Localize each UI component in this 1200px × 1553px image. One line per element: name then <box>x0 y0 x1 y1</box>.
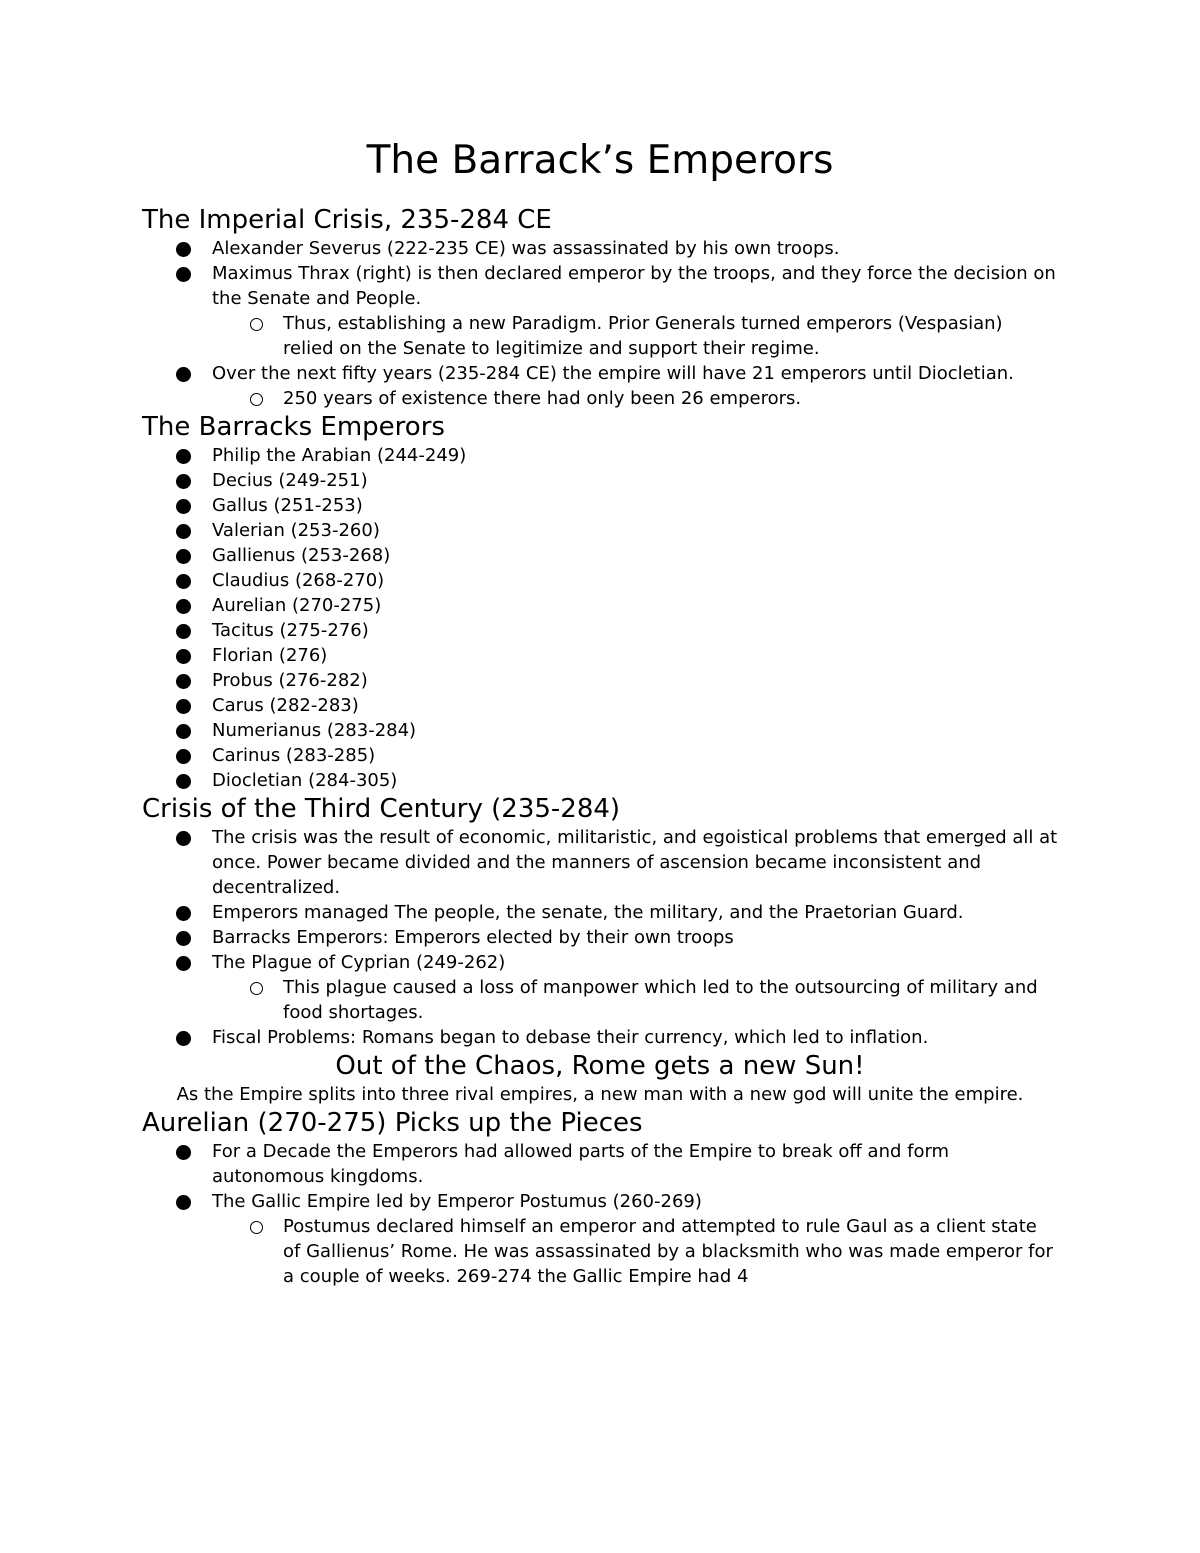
list-item-text: Over the next fifty years (235-284 CE) the empire will have 21 emperors until Diocletian. <box>212 363 1014 384</box>
list-item <box>142 493 1058 518</box>
filled-circle-bullet-icon <box>176 367 191 382</box>
section-heading: Aurelian (270-275) Picks up the Pieces <box>142 1108 643 1138</box>
list-item-text: The Gallic Empire led by Emperor Postumus (260-269) <box>212 1191 702 1212</box>
list-item <box>142 768 1058 793</box>
list-item-text: Carinus (283-285) <box>212 745 376 766</box>
list-item-text: The crisis was the result of economic, militaristic, and egoistical problems that emerged all at once. Power became divided and the manners of ascension became inconsistent and decentralized. <box>212 827 1058 898</box>
list-item-text: Maximus Thrax (right) is then declared emperor by the troops, and they force the decision on the Senate and People. <box>212 263 1056 309</box>
hollow-circle-bullet-icon <box>250 393 263 406</box>
hollow-circle-bullet-icon <box>250 318 263 331</box>
list-item <box>142 468 1058 493</box>
filled-circle-bullet-icon <box>176 649 191 664</box>
section-aurelian <box>142 1107 1200 1289</box>
section-heading: Crisis of the Third Century (235-284) <box>142 794 621 824</box>
list-item <box>142 743 1058 768</box>
list-item <box>142 1189 1058 1214</box>
list-item <box>142 261 1058 311</box>
list-item-text: Diocletian (284-305) <box>212 770 398 791</box>
filled-circle-bullet-icon <box>176 931 191 946</box>
list-item <box>142 1025 1058 1050</box>
filled-circle-bullet-icon <box>176 624 191 639</box>
list-item-text: Aurelian (270-275) <box>212 595 382 616</box>
sections-container <box>142 204 1200 1050</box>
list-item-text: Philip the Arabian (244-249) <box>212 445 467 466</box>
list-item-text: Numerianus (283-284) <box>212 720 417 741</box>
list-item <box>142 236 1058 261</box>
hollow-circle-bullet-icon <box>250 1221 263 1234</box>
list-item-text: Thus, establishing a new Paradigm. Prior Generals turned emperors (Vespasian) relied on the Senate to legitimize and support their regime. <box>283 313 1003 359</box>
filled-circle-bullet-icon <box>176 956 191 971</box>
bullet-list <box>142 825 1200 1050</box>
list-item <box>142 543 1058 568</box>
filled-circle-bullet-icon <box>176 1031 191 1046</box>
filled-circle-bullet-icon <box>176 831 191 846</box>
list-item <box>142 443 1058 468</box>
list-item-text: Decius (249-251) <box>212 470 368 491</box>
filled-circle-bullet-icon <box>176 449 191 464</box>
list-item <box>142 950 1058 975</box>
list-item <box>142 900 1058 925</box>
document-title: The Barrack’s Emperors <box>366 138 834 183</box>
filled-circle-bullet-icon <box>176 599 191 614</box>
centered-heading: Out of the Chaos, Rome gets a new Sun! <box>335 1051 865 1081</box>
list-item <box>142 361 1058 386</box>
list-item <box>142 568 1058 593</box>
filled-circle-bullet-icon <box>176 906 191 921</box>
list-item-text: Emperors managed The people, the senate, the military, and the Praetorian Guard. <box>212 902 964 923</box>
filled-circle-bullet-icon <box>176 549 191 564</box>
filled-circle-bullet-icon <box>176 724 191 739</box>
list-item-text: Carus (282-283) <box>212 695 359 716</box>
list-item <box>142 593 1058 618</box>
list-item <box>142 668 1058 693</box>
list-item-text: For a Decade the Emperors had allowed parts of the Empire to break off and form autonomous kingdoms. <box>212 1141 950 1187</box>
list-item-text: Gallus (251-253) <box>212 495 363 516</box>
list-item-text: Postumus declared himself an emperor and attempted to rule Gaul as a client state of Gallienus’ Rome. He was assassinated by a blacksmith who was made emperor for a couple of weeks. 269-274 the Gallic Empire had 4 <box>283 1216 1053 1287</box>
bullet-list <box>142 1139 1200 1289</box>
section <box>142 411 1200 793</box>
filled-circle-bullet-icon <box>176 499 191 514</box>
list-item <box>142 518 1058 543</box>
sub-list-item <box>142 1214 1058 1289</box>
filled-circle-bullet-icon <box>176 524 191 539</box>
bullet-list <box>142 443 1200 793</box>
filled-circle-bullet-icon <box>176 1195 191 1210</box>
filled-circle-bullet-icon <box>176 1145 191 1160</box>
filled-circle-bullet-icon <box>176 267 191 282</box>
sub-list-item <box>142 311 1058 361</box>
list-item <box>142 825 1058 900</box>
list-item-text: Barracks Emperors: Emperors elected by their own troops <box>212 927 734 948</box>
list-item <box>142 693 1058 718</box>
list-item-text: Alexander Severus (222-235 CE) was assassinated by his own troops. <box>212 238 840 259</box>
sub-list-item <box>142 386 1058 411</box>
filled-circle-bullet-icon <box>176 242 191 257</box>
list-item-text: Probus (276-282) <box>212 670 368 691</box>
filled-circle-bullet-icon <box>176 674 191 689</box>
sub-list-item <box>142 975 1058 1025</box>
list-item-text: This plague caused a loss of manpower which led to the outsourcing of military and food shortages. <box>283 977 1038 1023</box>
filled-circle-bullet-icon <box>176 474 191 489</box>
bullet-list <box>142 236 1200 411</box>
filled-circle-bullet-icon <box>176 774 191 789</box>
hollow-circle-bullet-icon <box>250 982 263 995</box>
filled-circle-bullet-icon <box>176 574 191 589</box>
section <box>142 204 1200 411</box>
filled-circle-bullet-icon <box>176 749 191 764</box>
list-item <box>142 643 1058 668</box>
list-item <box>142 718 1058 743</box>
list-item-text: Fiscal Problems: Romans began to debase their currency, which led to inflation. <box>212 1027 929 1048</box>
section-heading: The Barracks Emperors <box>142 412 445 442</box>
centered-paragraph: As the Empire splits into three rival empires, a new man with a new god will unite the empire. <box>176 1084 1024 1105</box>
list-item-text: Claudius (268-270) <box>212 570 385 591</box>
list-item-text: Valerian (253-260) <box>212 520 380 541</box>
section <box>142 793 1200 1050</box>
filled-circle-bullet-icon <box>176 699 191 714</box>
list-item-text: Tacitus (275-276) <box>212 620 369 641</box>
section-heading: The Imperial Crisis, 235-284 CE <box>142 205 552 235</box>
list-item-text: Florian (276) <box>212 645 328 666</box>
list-item-text: 250 years of existence there had only been 26 emperors. <box>283 388 802 409</box>
list-item <box>142 925 1058 950</box>
list-item <box>142 1139 1058 1189</box>
list-item-text: The Plague of Cyprian (249-262) <box>212 952 506 973</box>
list-item-text: Gallienus (253-268) <box>212 545 391 566</box>
list-item <box>142 618 1058 643</box>
